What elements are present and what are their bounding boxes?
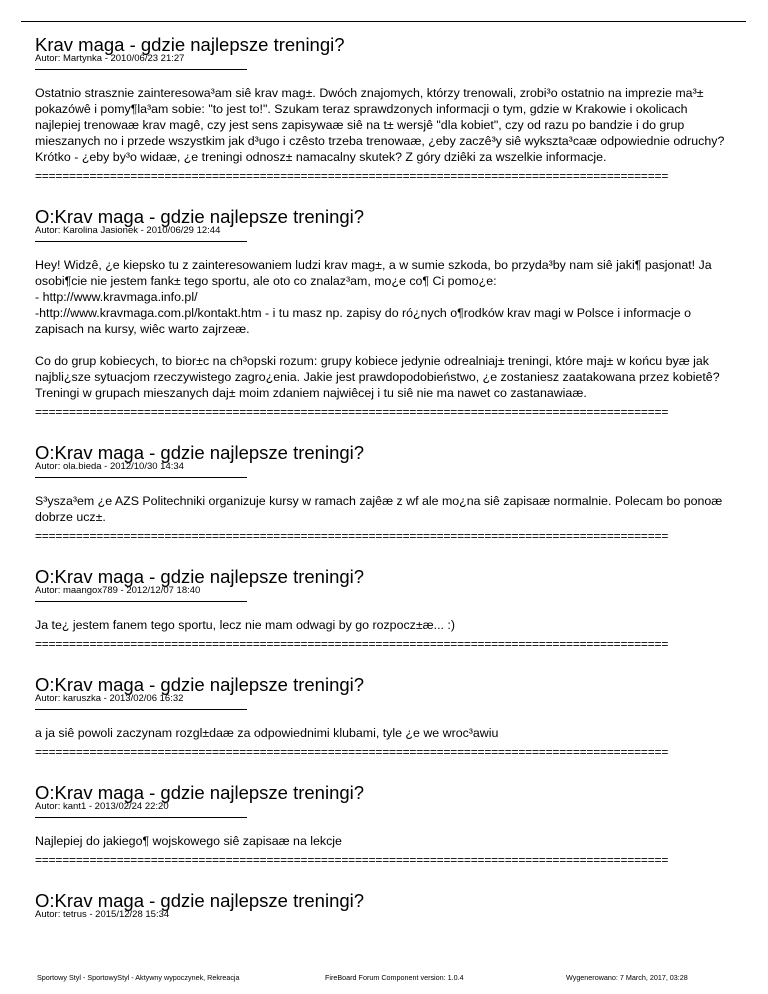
post-separator: ============================================================================================= [35, 529, 669, 543]
post [35, 783, 735, 865]
author-divider [35, 69, 247, 70]
post-separator: ============================================================================================= [35, 405, 669, 419]
post-author: Autor: ola.bieda - 2012/10/30 14:34 [35, 461, 184, 472]
author-divider [35, 817, 247, 818]
post [35, 891, 735, 920]
post [35, 443, 735, 541]
post-title: O:Krav maga - gdzie najlepsze treningi? [35, 442, 365, 463]
footer-generated-date: Wygenerowano: 7 March, 2017, 03:28 [566, 973, 688, 982]
post-author: Autor: Karolina Jasionek - 2010/06/29 12:44 [35, 225, 221, 236]
post [35, 567, 735, 649]
footer-component-version: FireBoard Forum Component version: 1.0.4 [325, 973, 464, 982]
post-separator: ============================================================================================= [35, 853, 669, 867]
post-author: Autor: maangox789 - 2012/12/07 18:40 [35, 585, 201, 596]
post-body: Najlepiej do jakiego¶ wojskowego siê zapisaæ na lekcje [35, 834, 342, 848]
post-title: O:Krav maga - gdzie najlepsze treningi? [35, 674, 365, 695]
post-body: S³ysza³em ¿e AZS Politechniki organizuje kursy w ramach zajêæ z wf ale mo¿na siê zapisaæ normalnie. Polecam bo ponoæ dobrze ucz±. [35, 494, 723, 524]
post [35, 207, 735, 417]
post-body: Ja te¿ jestem fanem tego sportu, lecz nie mam odwagi by go rozpocz±æ... :) [35, 618, 456, 632]
post-title: O:Krav maga - gdzie najlepsze treningi? [35, 782, 365, 803]
author-divider [35, 477, 247, 478]
author-divider [35, 601, 247, 602]
post-author: Autor: kant1 - 2013/02/24 22:20 [35, 801, 169, 812]
post-separator: ============================================================================================= [35, 637, 669, 651]
post-body: Ostatnio strasznie zainteresowa³am siê krav mag±. Dwóch znajomych, którzy trenowali, zrobi³o ostatnio na imprezie ma³± pokazówê i pomy¶la³am sobie: "to jest to!". Szukam teraz sprawdzonych informacji o tym, gdzie w Krakowie i okolicach najlepiej trenowaæ krav magê, czy jest sens zapisywaæ siê na t± wersjê "dla kobiet", czy od razu po bandzie i do grup mieszanych no i przede wszystkim jak d³ugo i czêsto trzeba trenowaæ, ¿eby zaczê³y siê wykszta³caæ odpowiednie odruchy? Krótko - ¿eby by³o widaæ, ¿e treningi odnosz± namacalny skutek? Z góry dziêki za wszelkie informacje. [35, 86, 725, 164]
post-separator: ============================================================================================= [35, 745, 669, 759]
post-title: Krav maga - gdzie najlepsze treningi? [35, 34, 345, 55]
author-divider [35, 241, 247, 242]
top-rule [21, 21, 746, 22]
post-title: O:Krav maga - gdzie najlepsze treningi? [35, 890, 365, 911]
post-body: a ja siê powoli zaczynam rozgl±daæ za odpowiednimi klubami, tyle ¿e we wroc³awiu [35, 726, 499, 740]
post [35, 675, 735, 757]
post-title: O:Krav maga - gdzie najlepsze treningi? [35, 206, 365, 227]
post-body: Hey! Widzê, ¿e kiepsko tu z zainteresowaniem ludzi krav mag±, a w sumie szkoda, bo przyda³by nam siê jaki¶ pasjonat! Ja osobi¶cie nie jestem fank± tego sportu, ale oto co znalaz³am, mo¿e co¶ Ci pomo¿e: - http://www.kravmaga.info.pl/ -http://www.kravmaga.com.pl/kontakt.htm - i tu masz np. zapisy do ró¿nych o¶rodków krav magi w Polsce i informacje o zapisach na kursy, wiêc warto zajrzeæ. Co do grup kobiecych, to bior±c na ch³opski rozum: grupy kobiece jedynie odrealniaj± treningi, które maj± w końcu byæ jak najbli¿sze sytuacjom rzeczywistego zagro¿enia. Jakie jest prawdopodobieństwo, ¿e zostaniesz zaatakowana przez kobietê? Treningi w grupach mieszanych daj± moim zdaniem najwiêcej i tu siê nie ma nawet co zastanawiaæ. [35, 258, 720, 400]
author-divider [35, 709, 247, 710]
post-separator: ============================================================================================= [35, 169, 669, 183]
post-author: Autor: Martynka - 2010/06/23 21:27 [35, 53, 185, 64]
forum-thread [35, 35, 735, 920]
post-author: Autor: tetrus - 2015/12/28 15:34 [35, 909, 170, 920]
post-author: Autor: karuszka - 2013/02/06 16:32 [35, 693, 184, 704]
post-title: O:Krav maga - gdzie najlepsze treningi? [35, 566, 365, 587]
post [35, 35, 735, 181]
footer-site-name: Sportowy Styl - SportowyStyl - Aktywny wypoczynek, Rekreacja [37, 973, 240, 982]
